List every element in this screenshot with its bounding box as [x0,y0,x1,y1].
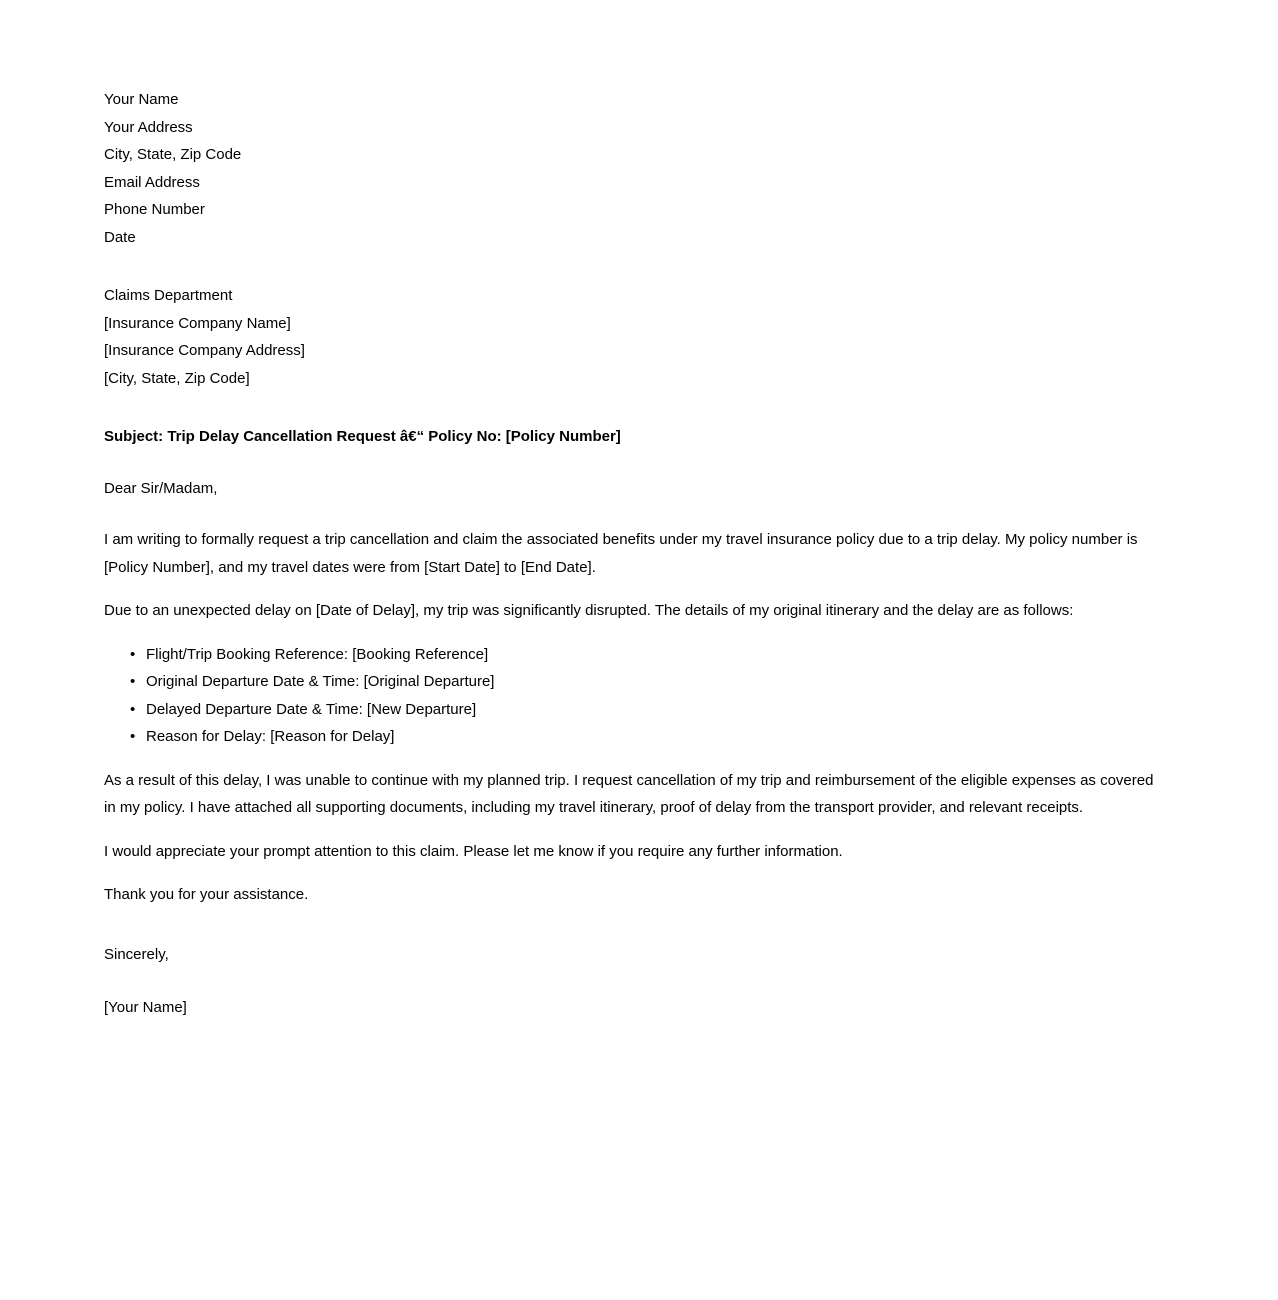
recipient-company-address: [Insurance Company Address] [104,342,305,359]
letter-body [104,86,1156,1022]
list-item [104,668,1156,696]
spacer-before-subject [104,392,1156,423]
list-item-label: Reason for Delay: [Reason for Delay] [146,728,395,745]
list-item-label: Delayed Departure Date & Time: [New Departure] [146,700,477,718]
sender-address-block [104,86,1156,251]
sender-address: Your Address [104,118,193,136]
list-item-label: Flight/Trip Booking Reference: [Booking Reference] [146,645,489,663]
spacer-before-list [104,625,1156,641]
recipient-company-name: [Insurance Company Name] [104,314,291,332]
spacer-after-sender [104,251,1156,282]
paragraph-reimbursement-request: As a result of this delay, I was unable to continue with my planned trip. I request cancellation of my trip and reimbursement of the eligible expenses as covered in my policy. I have attached all supporting documents, including my travel itinerary, proof of delay from the transport provider, and relevant receipts. [104,771,1154,816]
list-item-label: Original Departure Date & Time: [Original Departure] [146,673,495,690]
list-item [104,696,1156,724]
list-item [104,641,1156,669]
paragraph-delay-details: Due to an unexpected delay on [Date of Delay], my trip was significantly disrupted. The details of my original itinerary and the delay are as follows: [104,602,1074,619]
paragraph-thank-you: Thank you for your assistance. [104,886,309,903]
sender-city-state-zip: City, State, Zip Code [104,146,242,163]
recipient-address-block [104,282,1156,392]
subject-line: Subject: Trip Delay Cancellation Request â€“ Policy No: [Policy Number] [104,428,621,445]
bullet-icon: • [130,673,136,690]
spacer-before-signoff [104,909,1156,941]
spacer-before-signature [104,968,1156,994]
list-item [104,723,1156,751]
spacer-before-salutation [104,451,1156,475]
sender-phone: Phone Number [104,201,205,218]
paragraph-prompt-attention: I would appreciate your prompt attention to this claim. Please let me know if you require any further information. [104,842,843,860]
bullet-icon: • [130,700,136,718]
spacer-after-salutation [104,502,1156,526]
recipient-city-state-zip: [City, State, Zip Code] [104,369,250,387]
itinerary-detail-list [104,641,1156,751]
signoff: Sincerely, [104,945,169,963]
signature-name: [Your Name] [104,999,187,1016]
salutation: Dear Sir/Madam, [104,479,218,497]
bullet-icon: • [130,645,136,663]
paragraph-request: I am writing to formally request a trip cancellation and claim the associated benefits under my travel insurance policy due to a trip delay. My policy number is [Policy Number], and my travel dates were from [Start Date] to [End Date]. [104,531,1138,576]
bullet-icon: • [130,728,136,745]
recipient-department: Claims Department [104,287,233,304]
spacer-after-list [104,751,1156,767]
sender-name: Your Name [104,91,179,108]
letter-date: Date [104,228,136,246]
sender-email: Email Address [104,173,200,191]
